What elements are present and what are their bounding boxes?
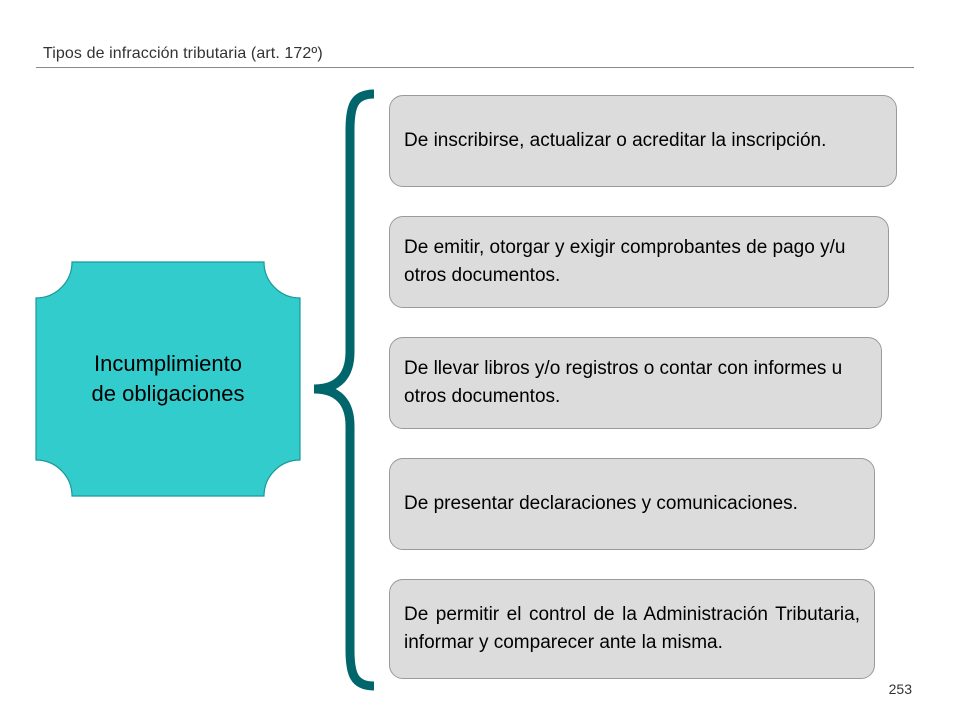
obligation-item-books bbox=[389, 337, 882, 429]
obligation-item-receipts bbox=[389, 216, 889, 308]
obligation-item-text: De llevar libros y/o registros o contar con informes u otros documentos. bbox=[404, 358, 843, 407]
slide-title: Tipos de infracción tributaria (art. 172º) bbox=[43, 45, 323, 62]
obligation-item-declarations bbox=[389, 458, 875, 550]
center-node-label-line2: de obligaciones bbox=[91, 381, 245, 406]
obligation-item-text: De permitir el control de la Administración Tributaria, informar y comparecer ante la misma. bbox=[404, 604, 860, 653]
obligation-item-text: De presentar declaraciones y comunicaciones. bbox=[404, 493, 798, 514]
obligation-item-text: De inscribirse, actualizar o acreditar la inscripción. bbox=[404, 130, 827, 151]
center-node-label bbox=[36, 262, 300, 496]
curly-brace bbox=[314, 94, 374, 686]
obligation-item-registration bbox=[389, 95, 897, 187]
obligation-item-control bbox=[389, 579, 875, 679]
center-node-label-line1: Incumplimiento bbox=[94, 351, 242, 376]
page-number: 253 bbox=[888, 681, 912, 697]
obligation-item-text: De emitir, otorgar y exigir comprobantes de pago y/u otros documentos. bbox=[404, 237, 846, 286]
